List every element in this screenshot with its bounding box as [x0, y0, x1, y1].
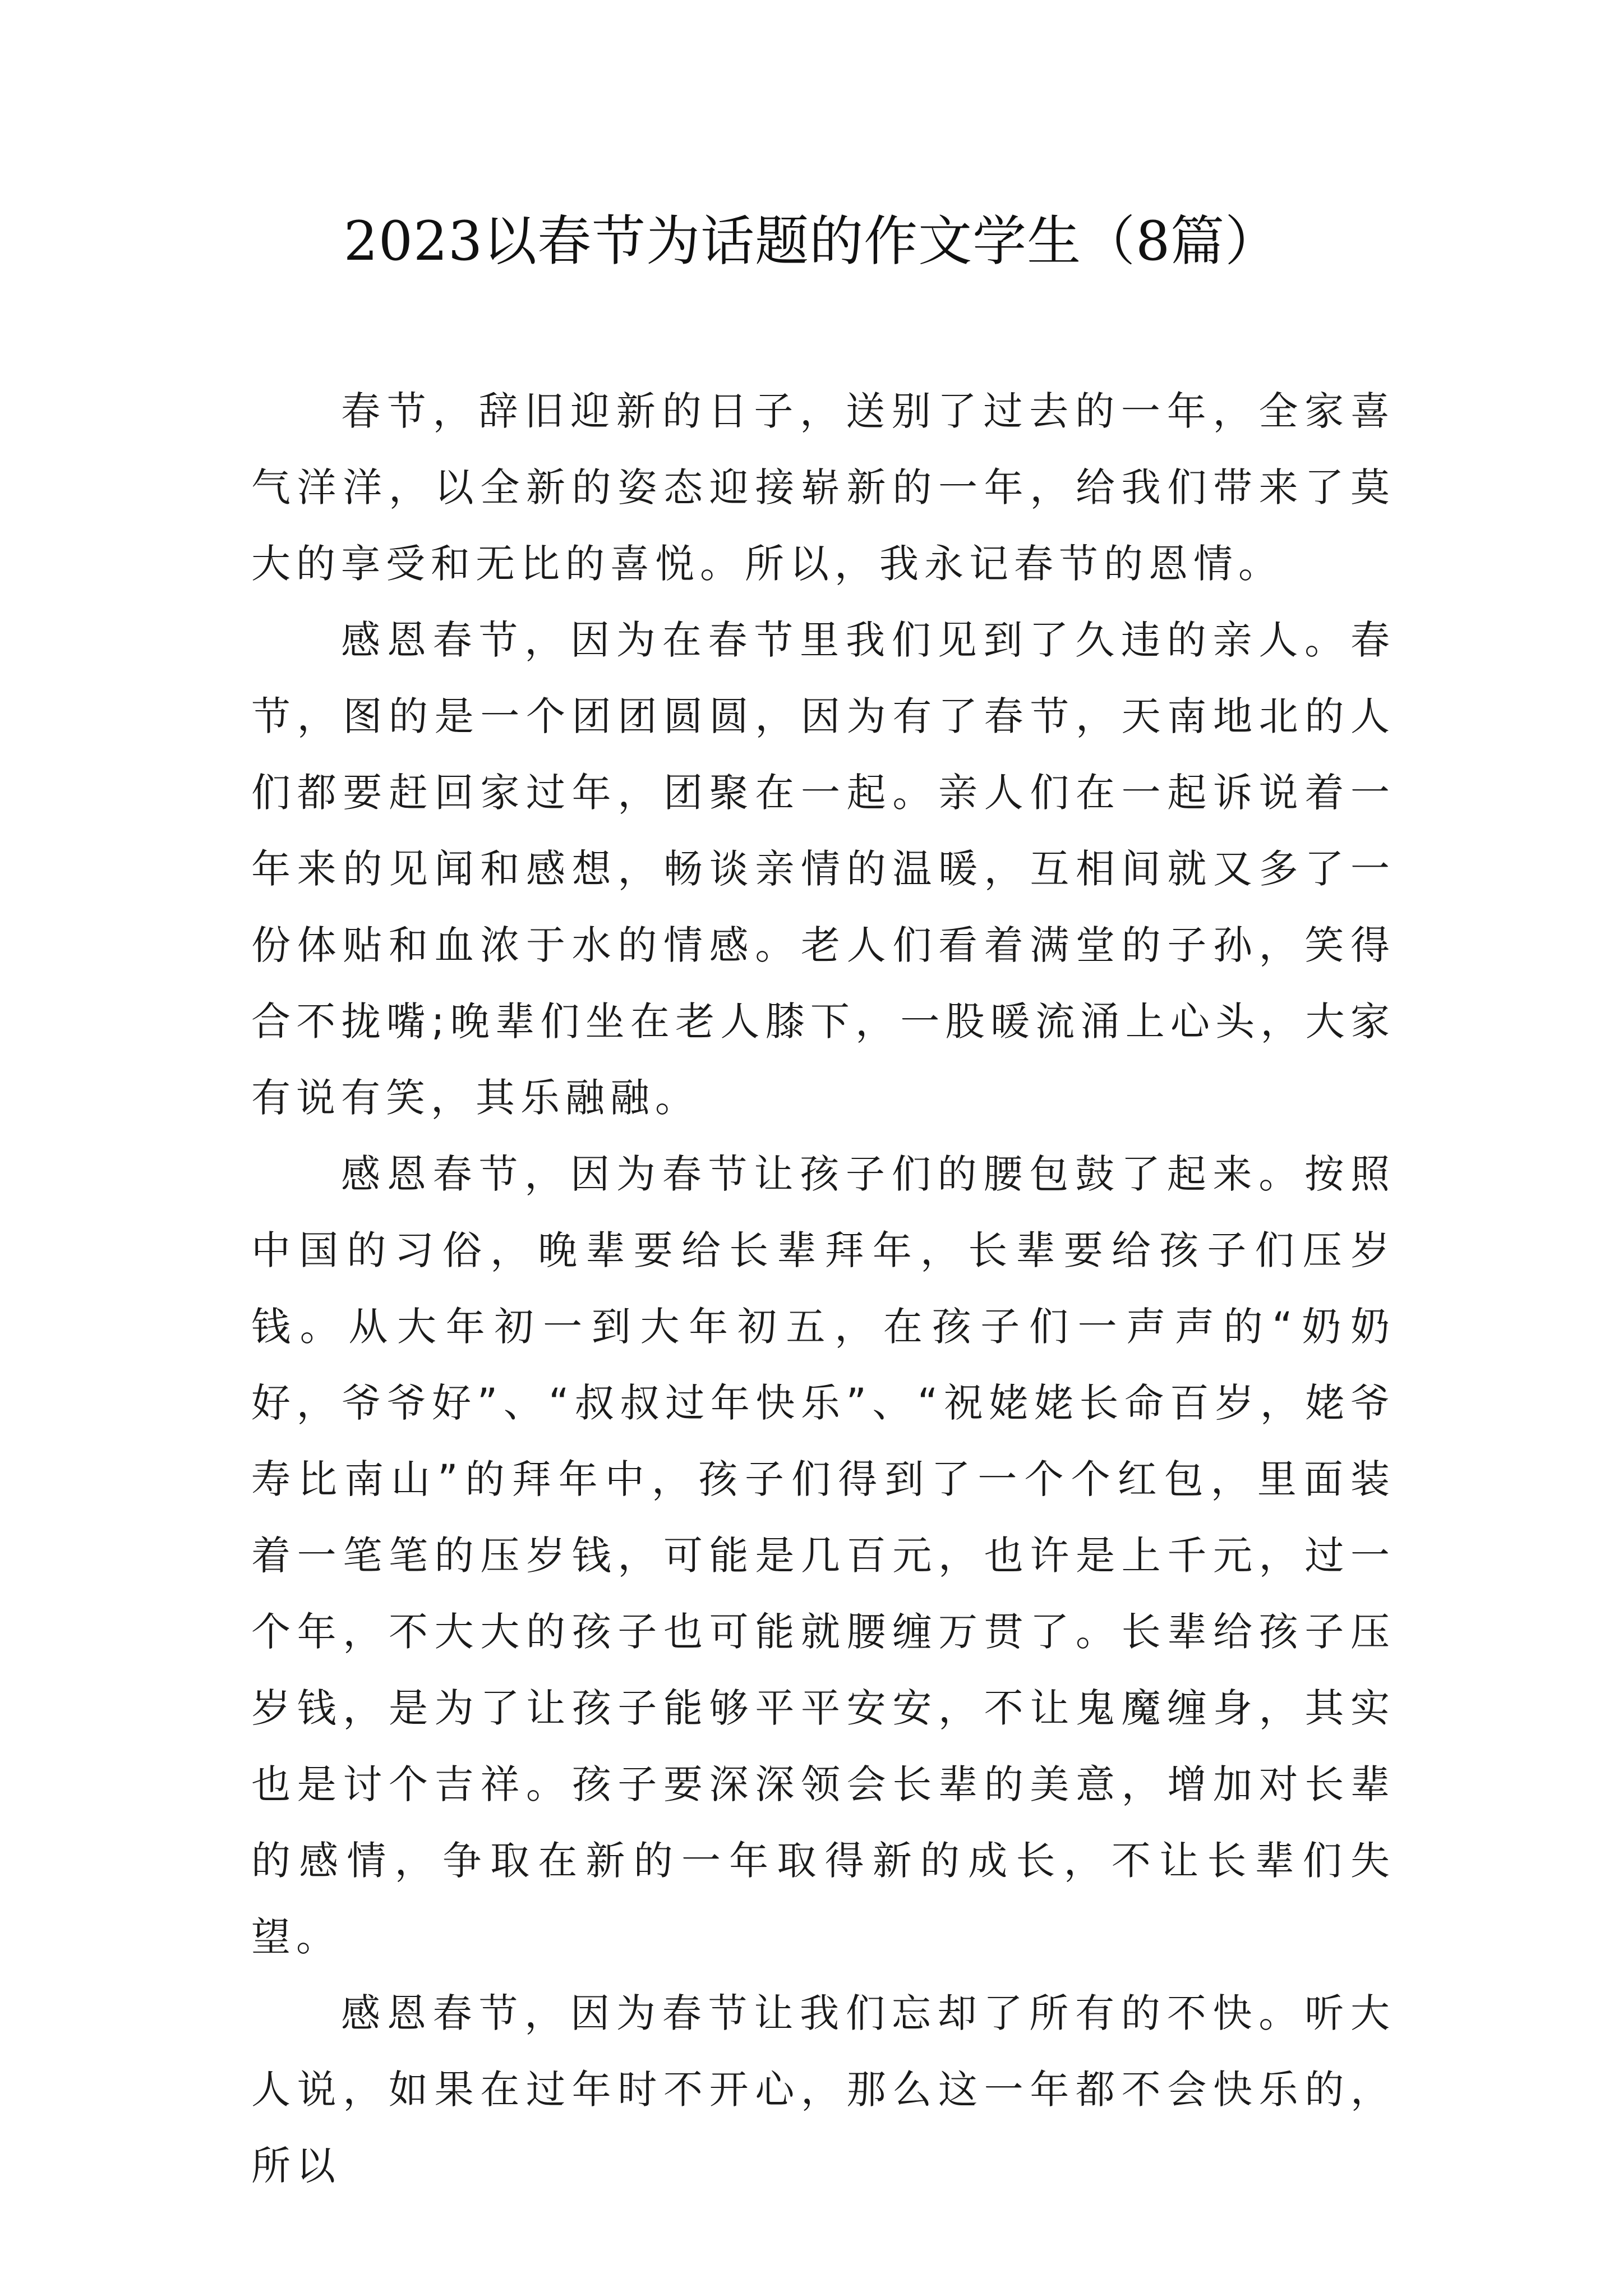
document-title: 2023以春节为话题的作文学生（8篇） — [343, 210, 1280, 273]
document-body — [251, 373, 1395, 2204]
paragraph-1: 春节，辞旧迎新的日子，送别了过去的一年，全家喜气洋洋，以全新的姿态迎接崭新的一年，给我们带来了莫大的享受和无比的喜悦。所以，我永记春节的恩情。 — [251, 388, 1395, 587]
paragraph-3: 感恩春节，因为春节让孩子们的腰包鼓了起来。按照中国的习俗，晚辈要给长辈拜年，长辈要给孩子们压岁钱。从大年初一到大年初五，在孩子们一声声的“奶奶好，爷爷好”、“叔叔过年快乐”、“祝姥姥长命百岁，姥爷寿比南山”的拜年中，孩子们得到了一个个红包，里面装着一笔笔的压岁钱，可能是几百元，也许是上千元，过一个年，不大大的孩子也可能就腰缠万贯了。长辈给孩子压岁钱，是为了让孩子能够平平安安，不让鬼魔缠身，其实也是讨个吉祥。孩子要深深领会长辈的美意，增加对长辈的感情，争取在新的一年取得新的成长，不让长辈们失望。 — [251, 1151, 1395, 1960]
paragraph-2: 感恩春节，因为在春节里我们见到了久违的亲人。春节，图的是一个团团圆圆，因为有了春节，天南地北的人们都要赶回家过年，团聚在一起。亲人们在一起诉说着一年来的见闻和感想，畅谈亲情的温暖，互相间就又多了一份体贴和血浓于水的情感。老人们看着满堂的子孙，笑得合不拢嘴;晚辈们坐在老人膝下，一股暖流涌上心头，大家有说有笑，其乐融融。 — [251, 617, 1395, 1121]
paragraph-4: 感恩春节，因为春节让我们忘却了所有的不快。听大人说，如果在过年时不开心，那么这一年都不会快乐的，所以 — [251, 1990, 1395, 2189]
